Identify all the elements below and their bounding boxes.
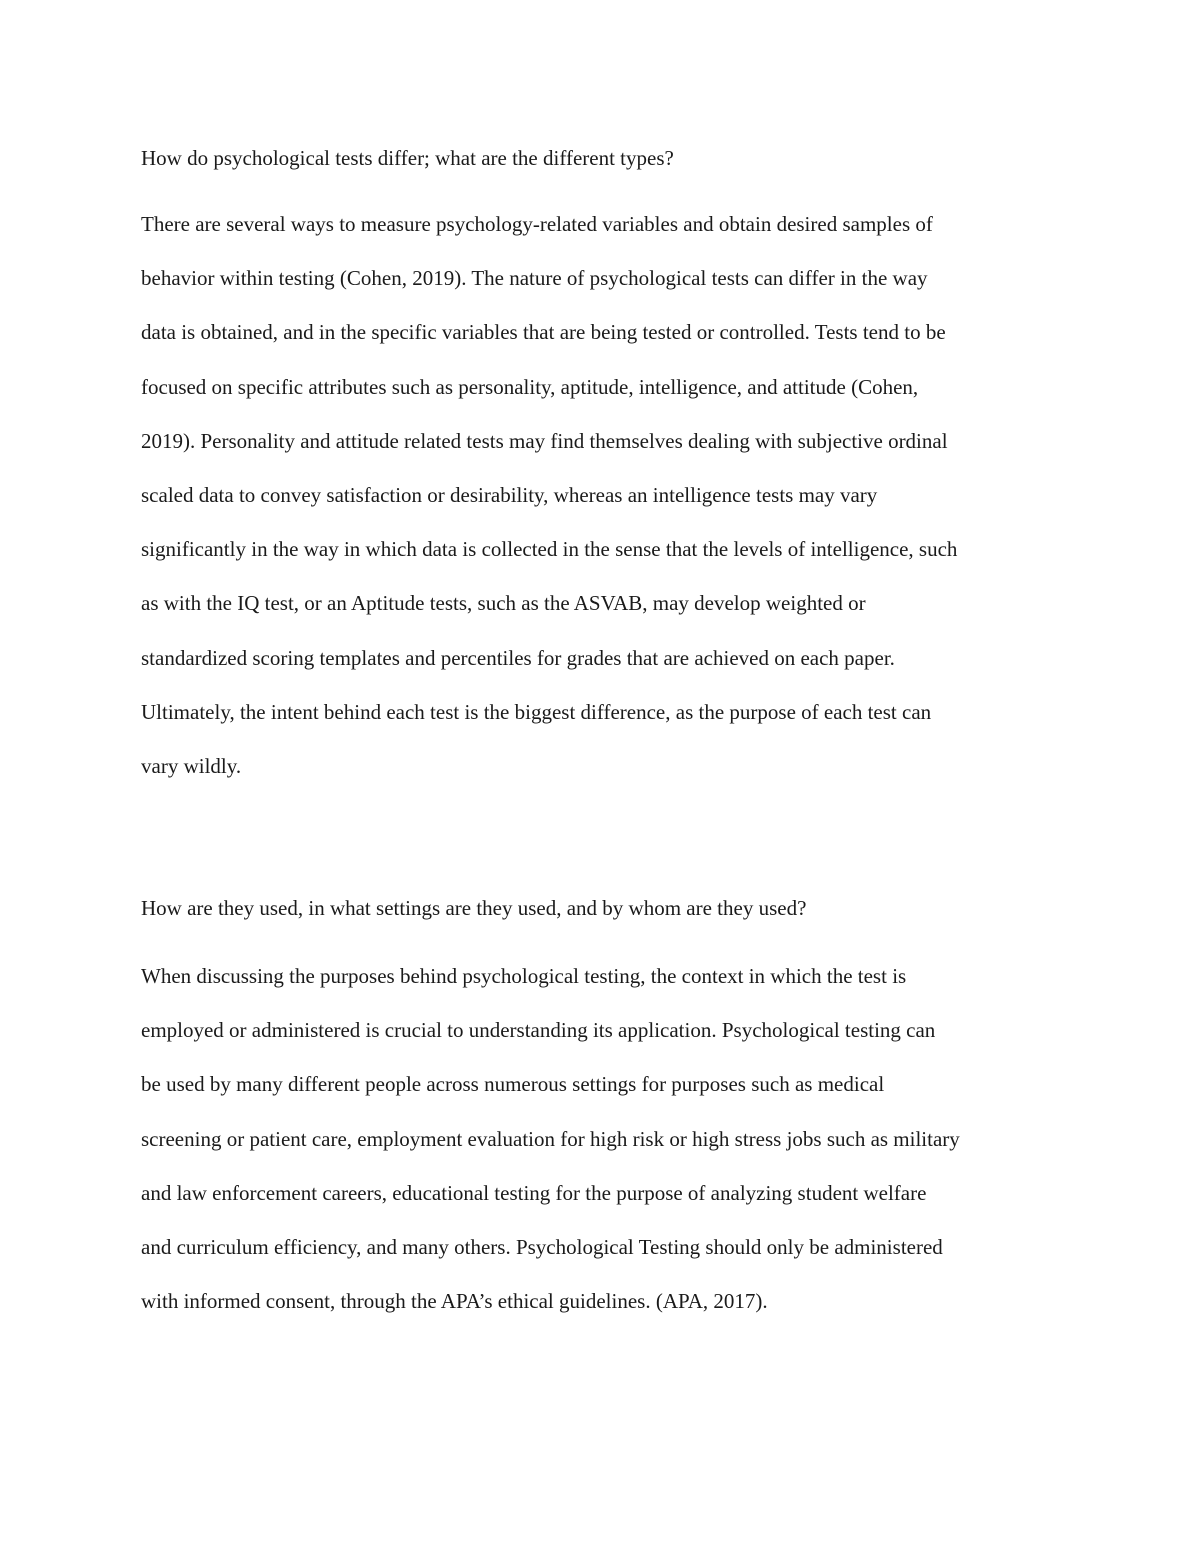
answer-line: scaled data to convey satisfaction or desirability, whereas an intelligence tests may vary [141,482,878,507]
answer-line: When discussing the purposes behind psychological testing, the context in which the test is [141,964,907,988]
answer-line: focused on specific attributes such as personality, aptitude, intelligence, and attitude (Cohen, [141,374,919,399]
answer-line: data is obtained, and in the specific variables that are being tested or controlled. Tests tend to be [141,320,946,345]
answer-line: employed or administered is crucial to understanding its application. Psychological testing can [141,1018,936,1043]
answer-line: with informed consent, through the APA’s ethical guidelines. (APA, 2017). [141,1289,768,1314]
answer-line: Ultimately, the intent behind each test is the biggest difference, as the purpose of each test can [141,699,932,724]
answer-line: behavior within testing (Cohen, 2019). The nature of psychological tests can differ in the way [141,266,928,291]
answer-line: standardized scoring templates and percentiles for grades that are achieved on each paper. [141,645,895,670]
answer-line: significantly in the way in which data is collected in the sense that the levels of intelligence, such [141,537,958,562]
answer-line: There are several ways to measure psychology-related variables and obtain desired samples of [141,212,933,236]
answer-line: and law enforcement careers, educational testing for the purpose of analyzing student welfare [141,1180,927,1205]
answer-line: 2019). Personality and attitude related tests may find themselves dealing with subjective ordinal [141,428,948,453]
section-question-2: How are they used, in what settings are they used, and by whom are they used? [141,896,807,920]
answer-line: vary wildly. [141,753,242,778]
answer-line: screening or patient care, employment evaluation for high risk or high stress jobs such as military [141,1126,960,1151]
section-answer-2 [141,949,960,1328]
section-answer-1 [141,197,957,793]
answer-line: as with the IQ test, or an Aptitude tests, such as the ASVAB, may develop weighted or [141,591,866,616]
answer-line: and curriculum efficiency, and many others. Psychological Testing should only be administered [141,1234,943,1259]
section-question-1: How do psychological tests differ; what are the different types? [141,146,674,170]
answer-line: be used by many different people across numerous settings for purposes such as medical [141,1072,885,1097]
